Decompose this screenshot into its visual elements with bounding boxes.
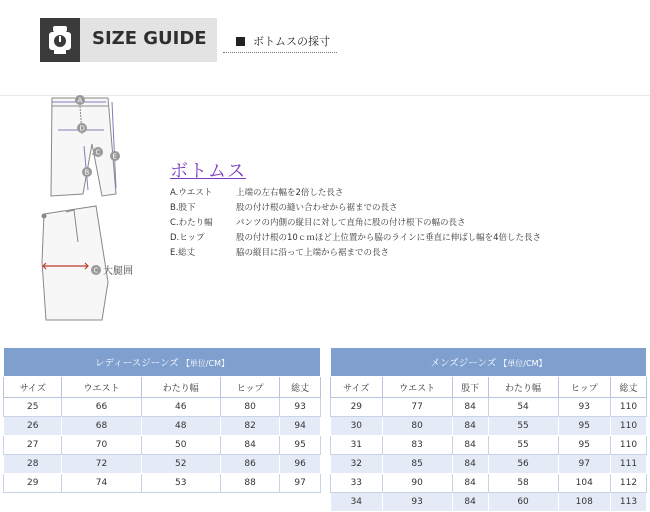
definition-row <box>170 231 541 246</box>
table-row <box>4 398 321 417</box>
table-cell: 46 <box>141 398 220 417</box>
table-cell: 34 <box>331 493 383 512</box>
square-bullet-icon <box>236 37 245 46</box>
definition-key: D.ヒップ <box>170 233 205 243</box>
table-cell: 93 <box>382 493 452 512</box>
ladies-caption-text: レディースジーンズ <box>94 358 179 369</box>
hanger-icon <box>40 18 80 62</box>
leg-closeup-drawing <box>42 206 108 320</box>
table-row <box>331 493 647 512</box>
table-cell: 90 <box>382 474 452 493</box>
table-cell: 97 <box>558 455 610 474</box>
section-heading-text: ボトムスの採寸 <box>253 35 330 48</box>
column-header: サイズ <box>4 377 62 398</box>
divider <box>223 52 337 53</box>
table-cell: 93 <box>558 398 610 417</box>
table-row <box>4 417 321 436</box>
marker-c-label: C <box>95 148 101 157</box>
table-row <box>331 398 647 417</box>
table-row <box>331 436 647 455</box>
table-row <box>331 455 647 474</box>
table-cell: 112 <box>611 474 647 493</box>
table-cell: 52 <box>141 455 220 474</box>
table-cell: 30 <box>331 417 383 436</box>
definition-row <box>170 186 541 201</box>
table-cell: 82 <box>220 417 279 436</box>
table-row <box>4 436 321 455</box>
table-cell: 84 <box>452 436 488 455</box>
table-cell: 60 <box>488 493 558 512</box>
definition-key: B.股下 <box>170 203 196 213</box>
table-cell: 28 <box>4 455 62 474</box>
table-cell: 85 <box>382 455 452 474</box>
mens-caption-text: メンズジーンズ <box>430 358 497 369</box>
table-cell: 84 <box>452 493 488 512</box>
column-header: 股下 <box>452 377 488 398</box>
thigh-marker-label: C <box>93 266 99 275</box>
table-cell: 27 <box>4 436 62 455</box>
table-cell: 84 <box>452 417 488 436</box>
size-guide-header <box>40 18 217 62</box>
table-cell: 53 <box>141 474 220 493</box>
table-cell: 56 <box>488 455 558 474</box>
table-cell: 32 <box>331 455 383 474</box>
column-header: ヒップ <box>558 377 610 398</box>
ladies-unit: 【単位/CM】 <box>181 359 229 368</box>
table-cell: 80 <box>220 398 279 417</box>
table-cell: 86 <box>220 455 279 474</box>
mens-table-caption <box>331 348 647 377</box>
measurement-definitions <box>170 186 541 261</box>
column-header: サイズ <box>331 377 383 398</box>
column-header: 総丈 <box>611 377 647 398</box>
table-cell: 96 <box>280 455 321 474</box>
thigh-label: 大腿囲 <box>103 266 133 277</box>
marker-d-label: D <box>79 124 85 133</box>
table-cell: 94 <box>280 417 321 436</box>
definition-text: パンツの内側の縦目に対して直角に股の付け根下の幅の長さ <box>236 218 466 228</box>
table-cell: 111 <box>611 455 647 474</box>
pants-full-drawing <box>51 98 116 196</box>
marker-a-label: A <box>77 96 83 105</box>
column-header: ウエスト <box>382 377 452 398</box>
table-cell: 83 <box>382 436 452 455</box>
table-cell: 77 <box>382 398 452 417</box>
table-cell: 84 <box>220 436 279 455</box>
marker-b-label: B <box>84 168 90 177</box>
definition-row <box>170 216 541 231</box>
table-cell: 55 <box>488 417 558 436</box>
pants-measurement-illustration <box>36 92 146 324</box>
table-cell: 95 <box>558 436 610 455</box>
column-header: わたり幅 <box>141 377 220 398</box>
column-header: ウエスト <box>62 377 141 398</box>
mens-size-table <box>330 347 647 512</box>
ladies-table-caption <box>4 348 321 377</box>
table-cell: 48 <box>141 417 220 436</box>
table-cell: 29 <box>331 398 383 417</box>
table-cell: 66 <box>62 398 141 417</box>
table-row <box>4 455 321 474</box>
column-header: わたり幅 <box>488 377 558 398</box>
table-cell: 68 <box>62 417 141 436</box>
table-cell: 54 <box>488 398 558 417</box>
table-cell: 110 <box>611 417 647 436</box>
table-cell: 110 <box>611 436 647 455</box>
table-row <box>331 474 647 493</box>
definition-row <box>170 246 541 261</box>
table-cell: 29 <box>4 474 62 493</box>
table-cell: 33 <box>331 474 383 493</box>
definition-row <box>170 201 541 216</box>
table-cell: 108 <box>558 493 610 512</box>
table-cell: 84 <box>452 398 488 417</box>
column-header: ヒップ <box>220 377 279 398</box>
table-cell: 113 <box>611 493 647 512</box>
definition-key: A.ウエスト <box>170 188 213 198</box>
definition-text: 脇の縦目に沿って上端から裾までの長さ <box>236 248 390 258</box>
table-cell: 97 <box>280 474 321 493</box>
table-header-row <box>331 377 647 398</box>
table-cell: 80 <box>382 417 452 436</box>
table-cell: 95 <box>280 436 321 455</box>
definition-text: 上端の左右幅を2倍した長さ <box>236 188 344 198</box>
page-title: SIZE GUIDE <box>92 28 207 49</box>
table-cell: 72 <box>62 455 141 474</box>
definition-key: E.総丈 <box>170 248 196 258</box>
marker-e-label: E <box>112 152 117 161</box>
table-cell: 70 <box>62 436 141 455</box>
table-cell: 50 <box>141 436 220 455</box>
table-cell: 95 <box>558 417 610 436</box>
table-cell: 31 <box>331 436 383 455</box>
table-cell: 26 <box>4 417 62 436</box>
table-cell: 104 <box>558 474 610 493</box>
table-cell: 55 <box>488 436 558 455</box>
column-header: 総丈 <box>280 377 321 398</box>
table-cell: 84 <box>452 455 488 474</box>
table-cell: 88 <box>220 474 279 493</box>
table-cell: 93 <box>280 398 321 417</box>
section-heading <box>236 33 330 49</box>
definition-key: C.わたり幅 <box>170 218 213 228</box>
bottoms-title: ボトムス <box>170 161 246 182</box>
definition-text: 股の付け根の縫い合わせから裾までの長さ <box>236 203 398 213</box>
table-row <box>331 417 647 436</box>
table-cell: 58 <box>488 474 558 493</box>
table-cell: 25 <box>4 398 62 417</box>
table-cell: 84 <box>452 474 488 493</box>
mens-unit: 【単位/CM】 <box>499 359 547 368</box>
definition-text: 股の付け根の10ｃｍほど上位置から脇のラインに垂直に伸ばし幅を4倍した長さ <box>236 233 541 243</box>
table-row <box>4 474 321 493</box>
table-header-row <box>4 377 321 398</box>
table-cell: 110 <box>611 398 647 417</box>
ladies-size-table <box>3 347 321 493</box>
table-cell: 74 <box>62 474 141 493</box>
